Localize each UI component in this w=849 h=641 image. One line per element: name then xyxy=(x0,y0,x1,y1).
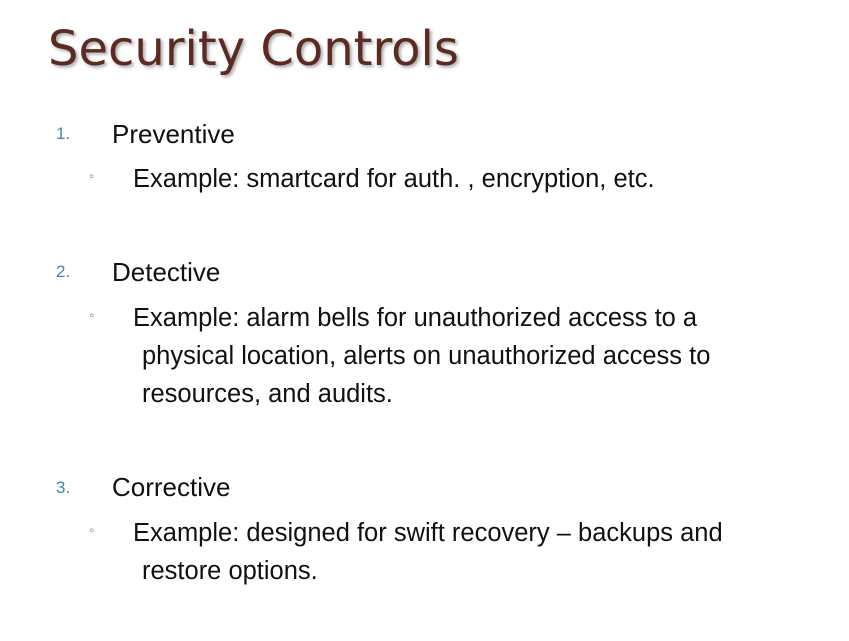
circle-bullet-icon: ◦ xyxy=(89,168,95,185)
example-text xyxy=(133,299,823,413)
example-line: physical location, alerts on unauthorized access to xyxy=(142,342,711,370)
slide-title: Security Controls xyxy=(48,21,459,77)
example-line: Example: designed for swift recovery – backups and xyxy=(133,519,723,547)
list-number: 1. xyxy=(56,124,71,143)
list-number: 3. xyxy=(56,478,71,497)
circle-bullet-icon: ◦ xyxy=(89,307,95,324)
list-heading: Detective xyxy=(112,257,221,287)
example-line: Example: smartcard for auth. , encryption, etc. xyxy=(133,165,655,193)
circle-bullet-icon: ◦ xyxy=(89,522,95,539)
list-number: 2. xyxy=(56,262,71,281)
example-text xyxy=(133,160,823,198)
list-heading: Corrective xyxy=(112,472,231,502)
list-heading: Preventive xyxy=(112,119,235,149)
example-text xyxy=(133,514,823,590)
example-line: restore options. xyxy=(142,557,318,585)
example-line: resources, and audits. xyxy=(142,380,393,408)
example-line: Example: alarm bells for unauthorized access to a xyxy=(133,304,698,332)
